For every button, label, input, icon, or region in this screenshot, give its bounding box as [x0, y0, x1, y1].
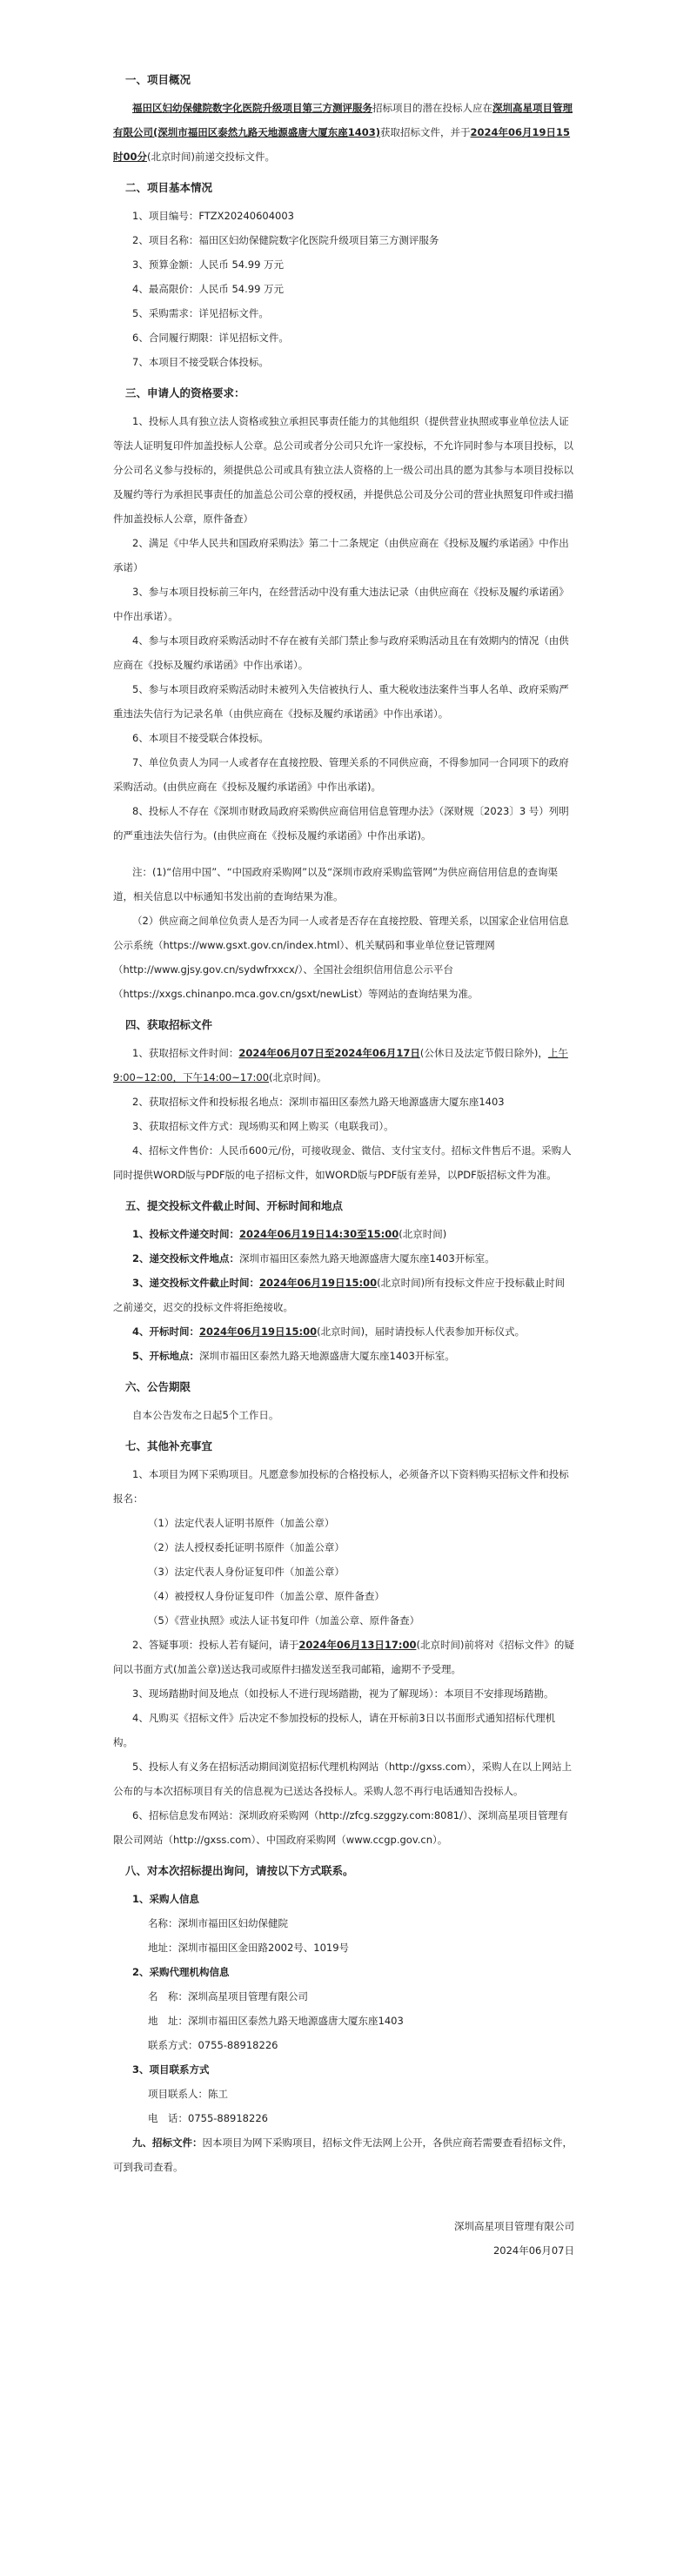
obtain-docs-item: 2、获取招标文件和投标报名地点：深圳市福田区泰然九路天地源盛唐大厦东座1403 — [132, 1096, 505, 1108]
supplementary-item: 3、现场踏勘时间及地点（如投标人不进行现场踏勘，视为了解现场）：本项目不安排现场踏勘。 — [132, 1687, 554, 1700]
section-heading-contact: 八、对本次招标提出询问，请按以下方式联系。 — [125, 1864, 354, 1877]
supplementary-item: 6、招标信息发布网站：深圳政府采购网（http://zfcg.szggzy.com:8081/）、深圳高星项目管理有限公司网站（http://gxss.com）、中国政府采购网（www.ccgp.gov.cn）。 — [113, 1809, 568, 1846]
submission-time-item: 1、投标文件递交时间：2024年06月19日14:30至15:00(北京时间) — [132, 1228, 447, 1240]
section-heading-submission: 五、提交投标文件截止时间、开标时间和地点 — [125, 1199, 344, 1212]
submission-place-item: 2、递交投标文件地点：深圳市福田区泰然九路天地源盛唐大厦东座1403开标室。 — [132, 1252, 495, 1265]
agency-address-highlight: 深圳高星项目管理有限公司(深圳市福田区泰然九路天地源盛唐大厦东座1403) — [113, 102, 573, 138]
agent-name: 名 称：深圳高星项目管理有限公司 — [148, 1990, 308, 2002]
opening-time-item: 4、开标时间：2024年06月19日15:00(北京时间)，届时请投标人代表参加开标仪式。 — [132, 1325, 526, 1338]
basic-info-item: 5、采购需求：详见招标文件。 — [132, 307, 269, 319]
section-heading-basic-info: 二、项目基本情况 — [125, 181, 213, 194]
supplementary-item: 2、答疑事项：投标人若有疑问，请于2024年06月13日17:00(北京时间)前将对《招标文件》的疑问以书面方式(加盖公章)送达我司或原件扫描发送至我司邮箱，逾期不予受理。 — [113, 1639, 574, 1675]
agent-phone: 联系方式：0755-88918226 — [148, 2039, 278, 2051]
query-deadline: 2024年06月13日17:00 — [298, 1639, 417, 1651]
required-document: （4）被授权人身份证复印件（加盖公章、原件备查） — [148, 1590, 385, 1602]
section-heading-qualifications: 三、申请人的资格要求： — [125, 386, 245, 399]
section-heading-tender-docs: 九、招标文件： — [132, 2137, 203, 2149]
required-document: （1）法定代表人证明书原件（加盖公章） — [148, 1517, 335, 1529]
qualification-note: 注：(1)“信用中国”、“中国政府采购网”以及“深圳市政府采购监管网”为供应商信用信息的查询渠道，相关信息以中标通知书发出前的查询结果为准。 — [113, 866, 559, 902]
section-heading-notice-period: 六、公告期限 — [125, 1380, 191, 1393]
required-document: （2）法人授权委托证明书原件（加盖公章） — [148, 1541, 345, 1553]
section-heading-overview: 一、项目概况 — [125, 73, 191, 86]
tender-docs-paragraph: 九、招标文件：因本项目为网下采购项目，招标文件无法网上公开，各供应商若需要查看招标文件，可到我司查看。 — [113, 2137, 573, 2173]
project-contact-heading: 3、项目联系方式 — [132, 2063, 210, 2076]
deadline-highlight: 2024年06月19日15时00分 — [113, 126, 571, 163]
required-document: （5）《营业执照》或法人证书复印件（加盖公章、原件备查） — [148, 1614, 420, 1627]
buyer-address: 地址：深圳市福田区金田路2002号、1019号 — [148, 1942, 350, 1954]
supplementary-item: 5、投标人有义务在招标活动期间浏览招标代理机构网站（http://gxss.com），采购人在以上网站上公布的与本次招标项目有关的信息视为已送达各投标人。采购人忽不再行电话通知告投标人。 — [113, 1761, 573, 1797]
supplementary-item: 1、本项目为网下采购项目。凡愿意参加投标的合格投标人，必须备齐以下资料购买招标文件和投标报名： — [113, 1468, 569, 1505]
qualification-note: （2）供应商之间单位负责人是否为同一人或者是否存在直接控股、管理关系，以国家企业信用信息公示系统（https://www.gsxt.gov.cn/index.html）、机关赋码和事业单位登记管理网（http://www.gjsy.gov.cn/sydwfrxxcx/）、全国社会组织信用信息公示平台（https://xxgs.chinanpo.mca.gov.cn/gsxt/newList）等网站的查询结果为准。 — [113, 915, 569, 1000]
buyer-info-heading: 1、采购人信息 — [132, 1893, 200, 1905]
agent-info-heading: 2、采购代理机构信息 — [132, 1966, 230, 1978]
agent-address: 地 址：深圳市福田区泰然九路天地源盛唐大厦东座1403 — [148, 2015, 404, 2027]
obtain-time-item: 1、获取招标文件时间：2024年06月07日至2024年06月17日(公休日及法定节假日除外)，上午9:00~12:00，下午14:00~17:00(北京时间)。 — [113, 1047, 568, 1083]
qualification-item: 4、参与本项目政府采购活动时不存在被有关部门禁止参与政府采购活动且在有效期内的情况（由供应商在《投标及履约承诺函》中作出承诺）。 — [113, 634, 569, 671]
buyer-name: 名称：深圳市福田区妇幼保健院 — [148, 1917, 288, 1929]
qualification-item: 6、本项目不接受联合体投标。 — [132, 732, 269, 744]
basic-info-item: 3、预算金额：人民币 54.99 万元 — [132, 258, 285, 271]
contact-person: 项目联系人：陈工 — [148, 2088, 228, 2100]
obtain-hours: 上午9:00~12:00，下午14:00~17:00 — [113, 1047, 568, 1083]
basic-info-item: 4、最高限价：人民币 54.99 万元 — [132, 283, 285, 295]
qualification-item: 8、投标人不存在《深圳市财政局政府采购供应商信用信息管理办法》（深财规〔2023〕3 号）列明的严重违法失信行为。(由供应商在《投标及履约承诺函》中作出承诺)。 — [113, 805, 569, 842]
announcement-body — [113, 61, 574, 2263]
obtain-date-range: 2024年06月07日至2024年06月17日 — [238, 1047, 420, 1059]
section-heading-supplementary: 七、其他补充事宜 — [125, 1439, 213, 1452]
contact-phone: 电 话：0755-88918226 — [148, 2112, 268, 2124]
basic-info-item: 6、合同履行期限：详见招标文件。 — [132, 332, 289, 344]
issuer-company: 深圳高星项目管理有限公司 — [454, 2220, 574, 2232]
obtain-docs-item: 3、获取招标文件方式：现场购买和网上购买（电联我司）。 — [132, 1120, 394, 1132]
submission-deadline-item: 3、递交投标文件截止时间：2024年06月19日15:00(北京时间)所有投标文件应于投标截止时间之前递交，迟交的投标文件将拒绝接收。 — [113, 1277, 566, 1313]
section-heading-obtain-docs: 四、获取招标文件 — [125, 1018, 213, 1031]
qualification-item: 7、单位负责人为同一人或者存在直接控股、管理关系的不同供应商，不得参加同一合同项下的政府采购活动。(由供应商在《投标及履约承诺函》中作出承诺)。 — [113, 756, 569, 793]
qualification-item: 5、参与本项目政府采购活动时未被列入失信被执行人、重大税收违法案件当事人名单、政府采购严重违法失信行为记录名单（由供应商在《投标及履约承诺函》中作出承诺）。 — [113, 683, 569, 720]
qualification-item: 2、满足《中华人民共和国政府采购法》第二十二条规定（由供应商在《投标及履约承诺函》中作出承诺） — [113, 537, 569, 574]
basic-info-item: 1、项目编号：FTZX20240604003 — [132, 210, 294, 222]
obtain-docs-item: 4、招标文件售价：人民币600元/份，可接收现金、微信、支付宝支付。招标文件售后不退。采购人同时提供WORD版与PDF版的电子招标文件，如WORD版与PDF版有差异，以PDF版招标文件为准。 — [113, 1144, 572, 1181]
supplementary-item: 4、凡购买《招标文件》后决定不参加投标的投标人，请在开标前3日以书面形式通知招标代理机构。 — [113, 1712, 556, 1748]
basic-info-item: 2、项目名称：福田区妇幼保健院数字化医院升级项目第三方测评服务 — [132, 234, 439, 246]
overview-paragraph: 福田区妇幼保健院数字化医院升级项目第三方测评服务招标项目的潜在投标人应在深圳高星项目管理有限公司(深圳市福田区泰然九路天地源盛唐大厦东座1403)获取招标文件，并于2024年06月19日15时00分(北京时间)前递交投标文件。 — [113, 102, 573, 163]
issue-date: 2024年06月07日 — [492, 2244, 574, 2257]
qualification-item: 3、参与本项目投标前三年内，在经营活动中没有重大违法记录（由供应商在《投标及履约承诺函》中作出承诺）。 — [113, 586, 569, 622]
required-document: （3）法定代表人身份证复印件（加盖公章） — [148, 1566, 345, 1578]
project-name-highlight: 福田区妇幼保健院数字化医院升级项目第三方测评服务 — [132, 102, 372, 114]
opening-place-item: 5、开标地点：深圳市福田区泰然九路天地源盛唐大厦东座1403开标室。 — [132, 1350, 455, 1362]
basic-info-item: 7、本项目不接受联合体投标。 — [132, 356, 269, 368]
signature-block — [113, 2214, 574, 2263]
qualification-item: 1、投标人具有独立法人资格或独立承担民事责任能力的其他组织（提供营业执照或事业单位法人证等法人证明复印件加盖投标人公章。总公司或者分公司只允许一家投标，不允许同时参与本项目投标，以分公司名义参与投标的，须提供总公司或具有独立法人资格的上一级公司出具的愿为其参与本项目投标以及履约等行为承担民事责任的加盖总公司公章的授权函，并提供总公司及分公司的营业执照复印件或扫描件加盖投标人公章，原件备查） — [113, 415, 573, 525]
notice-period-text: 自本公告发布之日起5个工作日。 — [132, 1409, 279, 1421]
